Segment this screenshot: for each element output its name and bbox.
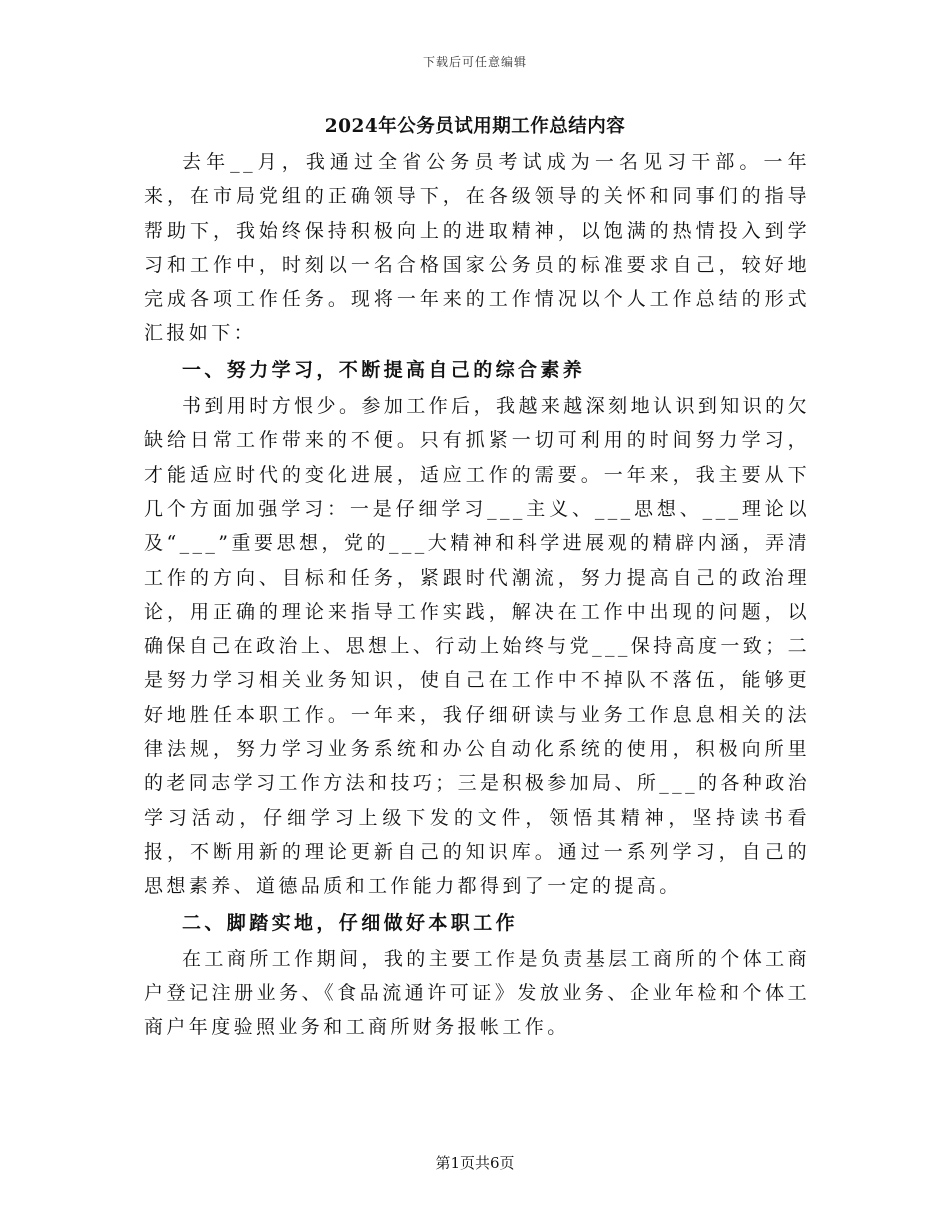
document-title: 2024年公务员试用期工作总结内容: [324, 116, 626, 137]
document-body: [144, 145, 810, 1045]
section-heading-2: 二、脚踏实地，仔细做好本职工作: [182, 911, 519, 934]
section-1-paragraph: 书到用时方恨少。参加工作后，我越来越深刻地认识到知识的欠缺给日常工作带来的不便。只有抓紧一切可利用的时间努力学习，才能适应时代的变化进展，适应工作的需要。一年来，我主要从下几个方面加强学习：一是仔细学习___主义、___思想、___理论以及“___”重要思想，党的___大精神和科学进展观的精辟内涵，弄清工作的方向、目标和任务，紧跟时代潮流，努力提高自己的政治理论，用正确的理论来指导工作实践，解决在工作中出现的问题，以确保自己在政治上、思想上、行动上始终与党___保持高度一致；二是努力学习相关业务知识，使自己在工作中不掉队不落伍，能够更好地胜任本职工作。一年来，我仔细研读与业务工作息息相关的法律法规，努力学习业务系统和办公自动化系统的使用，积极向所里的老同志学习工作方法和技巧；三是积极参加局、所___的各种政治学习活动，仔细学习上级下发的文件，领悟其精神，坚持读书看报，不断用新的理论更新自己的知识库。通过一系列学习，自己的思想素养、道德品质和工作能力都得到了一定的提高。: [144, 395, 810, 898]
section-heading-1: 一、努力学习，不断提高自己的综合素养: [182, 358, 586, 381]
intro-paragraph: 去年__月，我通过全省公务员考试成为一名见习干部。一年来，在市局党组的正确领导下，在各级领导的关怀和同事们的指导帮助下，我始终保持积极向上的进取精神，以饱满的热情投入到学习和工作中，时刻以一名合格国家公务员的标准要求自己，较好地完成各项工作任务。现将一年来的工作情况以个人工作总结的形式汇报如下：: [144, 151, 810, 345]
section-2-paragraph: 在工商所工作期间，我的主要工作是负责基层工商所的个体工商户登记注册业务、《食品流通许可证》发放业务、企业年检和个体工商户年度验照业务和工商所财务报帐工作。: [144, 947, 810, 1039]
page-footer: 第1页共6页: [435, 1154, 515, 1172]
page-header-note: 下载后可任意编辑: [422, 55, 527, 69]
